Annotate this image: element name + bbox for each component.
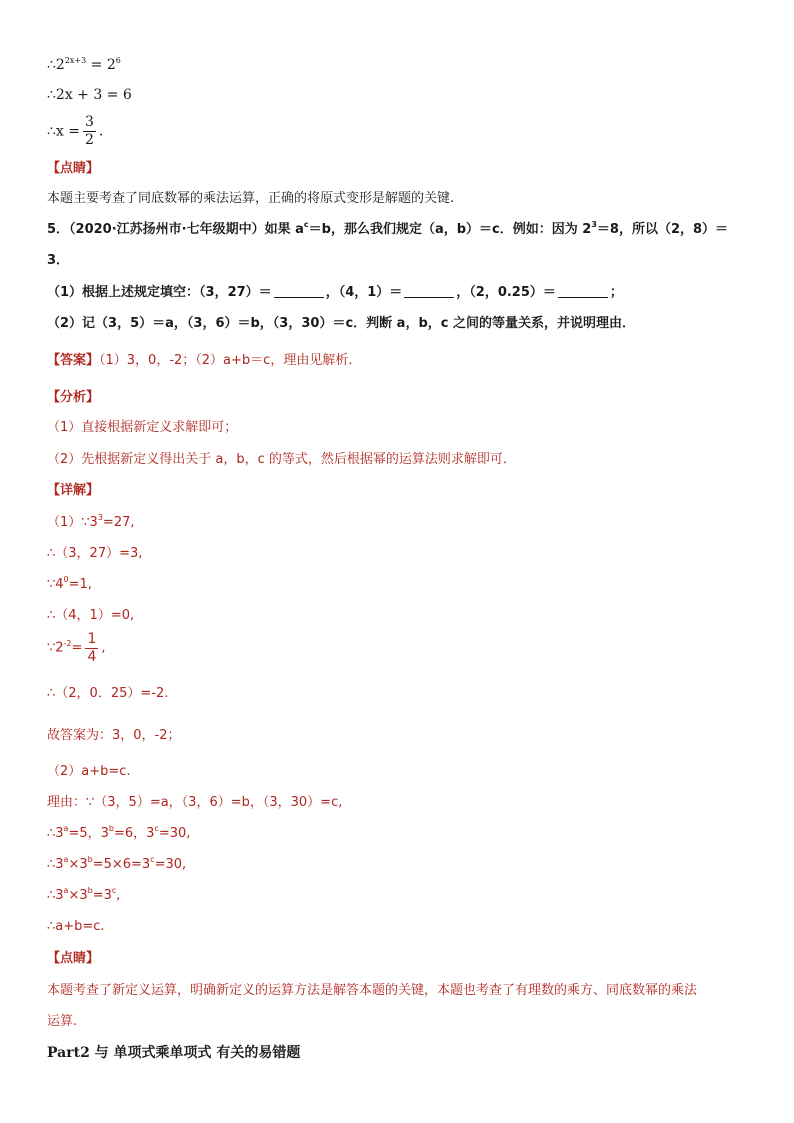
dianjing-text: 本题考查了新定义运算，明确新定义的运算方法是解答本题的关键，本题也考查了有理数的乘方、同底数幂的乘法 (47, 983, 698, 998)
analysis-line-1: （1）直接根据新定义求解即可； (47, 420, 238, 435)
problem-5-stem-cont: 3． (47, 253, 70, 268)
section-label-detail: 【详解】 (47, 483, 100, 498)
dianjing-text: 运算. (47, 1014, 78, 1029)
dianjing-text: 本题主要考查了同底数幂的乘法运算，正确的将原式变形是解题的关键. (47, 191, 455, 206)
detail-step: $(1)\because 3^3=27$, (47, 513, 135, 530)
answer-blank (404, 284, 454, 298)
fraction-one-quarter: $\frac{1}{4}$ (87, 631, 97, 665)
detail-step: $\because 2^{-2}=$ $\frac{1}{4}$ , (47, 631, 106, 665)
section-label-dianjing: 【点睛】 (47, 951, 100, 966)
detail-step: ∴（3，27）=3, (47, 546, 143, 561)
detail-step: ∴a+b=c. (47, 919, 105, 934)
detail-step: （2）a+b=c. (47, 764, 131, 779)
equation-solution: ∴x = $\frac{3}{2}$ . (47, 114, 104, 148)
equation-power: $\therefore 2^{2x+3} = 2^6$ (47, 56, 121, 73)
detail-step: 故答案为：3，0，-2； (47, 728, 181, 743)
section-label-analysis: 【分析】 (47, 390, 100, 405)
equation-linear: ∴2x + 3 = 6 (47, 87, 132, 103)
answer-blank (558, 284, 608, 298)
answer-blank (274, 284, 324, 298)
detail-step: ∴（4，1）=0, (47, 608, 135, 623)
answer-line: 【答案】（1）3，0，-2；（2）a+b＝c，理由见解析． (47, 353, 362, 368)
problem-5-question-2: （2）记（3，5）＝a，（3，6）＝b，（3，30）＝c．判断 a，b，c 之间的等量关系，并说明理由． (47, 316, 635, 331)
detail-step: ∴（2，0．25）=-2. (47, 686, 169, 701)
detail-step: $\therefore 3^a\times 3^b=3^c$, (47, 886, 121, 903)
section-label-dianjing: 【点睛】 (47, 161, 100, 176)
analysis-line-2: （2）先根据新定义得出关于 a，b，c 的等式，然后根据幂的运算法则求解即可． (47, 452, 516, 467)
fraction-three-halves: $\frac{3}{2}$ (84, 114, 94, 148)
part2-heading: Part2 与 单项式乘单项式 有关的易错题 (47, 1045, 301, 1061)
detail-step: $\therefore 3^a=5$，$3^b=6$，$3^c=30$, (47, 824, 191, 841)
problem-5-question-1: （1）根据上述规定填空：（3，27）＝ ，（4，1）＝ ，（2，0.25）＝ ； (47, 285, 623, 300)
section-label-answer: 【答案】 (47, 353, 100, 368)
detail-step: $\therefore 3^a\times 3^b=5\times 6=3^c=30$, (47, 855, 187, 872)
detail-step: $\because 4^0=1$, (47, 575, 92, 592)
detail-step: 理由：∵（3，5）=a，（3，6）=b，（3，30）=c, (47, 795, 343, 810)
problem-5-stem: 5．（2020·江苏扬州市·七年级期中）如果 $a^c=b$，那么我们规定（a，b）＝c．例如：因为 $2^3=8$，所以（2，8）＝ (47, 220, 729, 237)
